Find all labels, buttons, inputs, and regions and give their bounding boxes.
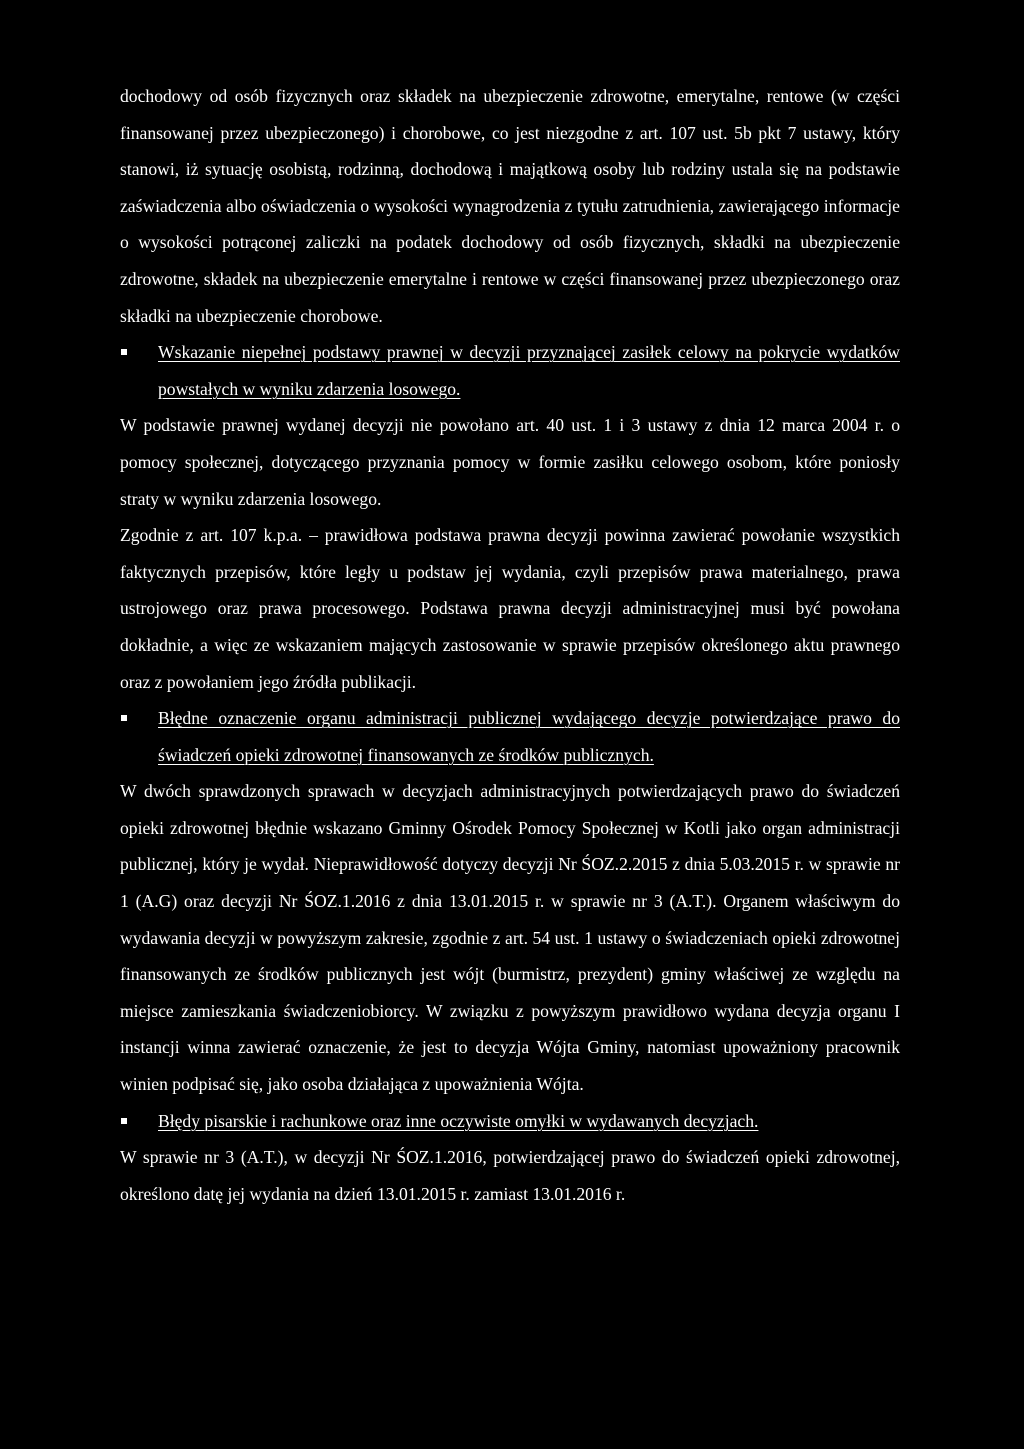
document-page (120, 78, 900, 1212)
paragraph-kpa-requirement: Zgodnie z art. 107 k.p.a. – prawidłowa podstawa prawna decyzji powinna zawierać powołanie wszystkich faktycznych przepisów, które legły u podstaw jej wydania, czyli przepisów prawa materialnego, prawa ustrojowego oraz prawa procesowego. Podstawa prawna decyzji administracyjnej musi być powołana dokładnie, a więc ze wskazaniem mających zastosowanie w sprawie przepisów określonego aktu prawnego oraz z powołaniem jego źródła publikacji. (120, 525, 900, 692)
square-bullet-icon (121, 349, 127, 355)
bullet-incomplete-legal-basis (120, 334, 900, 407)
bullet-wrong-authority (120, 700, 900, 773)
bullet-heading: Błędne oznaczenie organu administracji publicznej wydającego decyzje potwierdzające prawo do świadczeń opieki zdrowotnej finansowanych ze środków publicznych. (158, 708, 900, 765)
paragraph-missing-article: W podstawie prawnej wydanej decyzji nie powołano art. 40 ust. 1 i 3 ustawy z dnia 12 marca 2004 r. o pomocy społecznej, dotyczącego przyznania pomocy w formie zasiłku celowego osobom, które poniosły straty w wyniku zdarzenia losowego. (120, 415, 900, 509)
bullet-heading: Wskazanie niepełnej podstawy prawnej w decyzji przyznającej zasiłek celowy na pokrycie wydatków powstałych w wyniku zdarzenia losowego. (158, 342, 900, 399)
paragraph-date-error: W sprawie nr 3 (A.T.), w decyzji Nr ŚOZ.1.2016, potwierdzającej prawo do świadczeń opieki zdrowotnej, określono datę jej wydania na dzień 13.01.2015 r. zamiast 13.01.2016 r. (120, 1147, 900, 1204)
paragraph-authority-details: W dwóch sprawdzonych sprawach w decyzjach administracyjnych potwierdzających prawo do świadczeń opieki zdrowotnej błędnie wskazano Gminny Ośrodek Pomocy Społecznej w Kotli jako organ administracji publicznej, który je wydał. Nieprawidłowość dotyczy decyzji Nr ŚOZ.2.2015 z dnia 5.03.2015 r. w sprawie nr 1 (A.G) oraz decyzji Nr ŚOZ.1.2016 z dnia 13.01.2015 r. w sprawie nr 3 (A.T.). Organem właściwym do wydawania decyzji w powyższym zakresie, zgodnie z art. 54 ust. 1 ustawy o świadczeniach opieki zdrowotnej finansowanych ze środków publicznych jest wójt (burmistrz, prezydent) gminy właściwej ze względu na miejsce zamieszkania świadczeniobiorcy. W związku z powyższym prawidłowo wydana decyzja organu I instancji winna zawierać oznaczenie, że jest to decyzja Wójta Gminy, natomiast upoważniony pracownik winien podpisać się, jako osoba działająca z upoważnienia Wójta. (120, 781, 900, 1095)
bullet-clerical-errors (120, 1103, 900, 1140)
paragraph-income-declaration: dochodowy od osób fizycznych oraz składek na ubezpieczenie zdrowotne, emerytalne, rentowe (w części finansowanej przez ubezpieczonego) i chorobowe, co jest niezgodne z art. 107 ust. 5b pkt 7 ustawy, który stanowi, iż sytuację osobistą, rodzinną, dochodową i majątkową osoby lub rodziny ustala się na podstawie zaświadczenia albo oświadczenia o wysokości wynagrodzenia z tytułu zatrudnienia, zawierającego informacje o wysokości potrąconej zaliczki na podatek dochodowy od osób fizycznych, składki na ubezpieczenie zdrowotne, składek na ubezpieczenie emerytalne i rentowe w części finansowanej przez ubezpieczonego oraz składki na ubezpieczenie chorobowe. (120, 86, 900, 326)
square-bullet-icon (121, 715, 127, 721)
square-bullet-icon (121, 1118, 127, 1124)
bullet-heading: Błędy pisarskie i rachunkowe oraz inne oczywiste omyłki w wydawanych decyzjach. (158, 1110, 759, 1131)
